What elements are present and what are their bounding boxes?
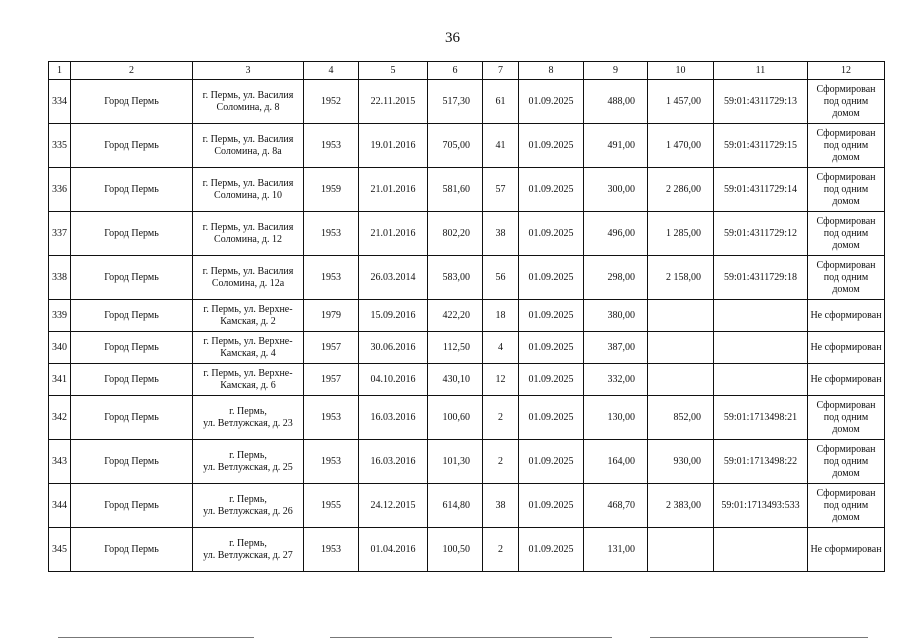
area-cell: 581,60 bbox=[428, 168, 483, 212]
deadline-cell: 01.09.2025 bbox=[519, 300, 584, 332]
deadline-cell: 01.09.2025 bbox=[519, 80, 584, 124]
residents-cell: 57 bbox=[483, 168, 519, 212]
area2-cell: 300,00 bbox=[584, 168, 648, 212]
column-header: 11 bbox=[714, 62, 808, 80]
cadastral-number-cell: 59:01:4311729:14 bbox=[714, 168, 808, 212]
date-cell: 01.04.2016 bbox=[359, 528, 428, 572]
status-cell: Сформирован под одним домом bbox=[808, 256, 885, 300]
city-cell: Город Пермь bbox=[71, 484, 193, 528]
residents-cell: 41 bbox=[483, 124, 519, 168]
deadline-cell: 01.09.2025 bbox=[519, 484, 584, 528]
address-cell: г. Пермь, ул. Ветлужская, д. 25 bbox=[193, 440, 304, 484]
date-cell: 19.01.2016 bbox=[359, 124, 428, 168]
column-header: 8 bbox=[519, 62, 584, 80]
year-cell: 1957 bbox=[304, 364, 359, 396]
residents-cell: 2 bbox=[483, 528, 519, 572]
bottom-rule bbox=[58, 637, 254, 638]
table-header-row bbox=[49, 62, 885, 80]
status-cell: Сформирован под одним домом bbox=[808, 484, 885, 528]
date-cell: 22.11.2015 bbox=[359, 80, 428, 124]
row-number-cell: 340 bbox=[49, 332, 71, 364]
table-row bbox=[49, 528, 885, 572]
status-cell: Сформирован под одним домом bbox=[808, 168, 885, 212]
land-area-cell bbox=[648, 300, 714, 332]
area-cell: 614,80 bbox=[428, 484, 483, 528]
table-row bbox=[49, 168, 885, 212]
column-header: 7 bbox=[483, 62, 519, 80]
row-number-cell: 335 bbox=[49, 124, 71, 168]
row-number-cell: 343 bbox=[49, 440, 71, 484]
date-cell: 15.09.2016 bbox=[359, 300, 428, 332]
column-header: 1 bbox=[49, 62, 71, 80]
area-cell: 583,00 bbox=[428, 256, 483, 300]
city-cell: Город Пермь bbox=[71, 168, 193, 212]
deadline-cell: 01.09.2025 bbox=[519, 168, 584, 212]
year-cell: 1955 bbox=[304, 484, 359, 528]
area-cell: 430,10 bbox=[428, 364, 483, 396]
area2-cell: 468,70 bbox=[584, 484, 648, 528]
address-cell: г. Пермь, ул. Ветлужская, д. 23 bbox=[193, 396, 304, 440]
city-cell: Город Пермь bbox=[71, 124, 193, 168]
year-cell: 1953 bbox=[304, 212, 359, 256]
column-header: 3 bbox=[193, 62, 304, 80]
land-area-cell: 930,00 bbox=[648, 440, 714, 484]
address-cell: г. Пермь, ул. Василия Соломина, д. 12 bbox=[193, 212, 304, 256]
residents-cell: 2 bbox=[483, 396, 519, 440]
deadline-cell: 01.09.2025 bbox=[519, 212, 584, 256]
deadline-cell: 01.09.2025 bbox=[519, 528, 584, 572]
address-cell: г. Пермь, ул. Верхне- Камская, д. 6 bbox=[193, 364, 304, 396]
deadline-cell: 01.09.2025 bbox=[519, 332, 584, 364]
year-cell: 1953 bbox=[304, 396, 359, 440]
residents-cell: 61 bbox=[483, 80, 519, 124]
city-cell: Город Пермь bbox=[71, 212, 193, 256]
table-row bbox=[49, 396, 885, 440]
table-row bbox=[49, 80, 885, 124]
deadline-cell: 01.09.2025 bbox=[519, 440, 584, 484]
date-cell: 30.06.2016 bbox=[359, 332, 428, 364]
area2-cell: 496,00 bbox=[584, 212, 648, 256]
land-area-cell: 1 470,00 bbox=[648, 124, 714, 168]
row-number-cell: 337 bbox=[49, 212, 71, 256]
row-number-cell: 341 bbox=[49, 364, 71, 396]
column-header: 6 bbox=[428, 62, 483, 80]
cadastral-number-cell bbox=[714, 300, 808, 332]
cadastral-number-cell: 59:01:4311729:15 bbox=[714, 124, 808, 168]
status-cell: Не сформирован bbox=[808, 528, 885, 572]
table-row bbox=[49, 484, 885, 528]
table-row bbox=[49, 212, 885, 256]
housing-table bbox=[48, 61, 885, 572]
status-cell: Сформирован под одним домом bbox=[808, 80, 885, 124]
table-row bbox=[49, 364, 885, 396]
residents-cell: 38 bbox=[483, 484, 519, 528]
address-cell: г. Пермь, ул. Василия Соломина, д. 8 bbox=[193, 80, 304, 124]
area2-cell: 131,00 bbox=[584, 528, 648, 572]
table-row bbox=[49, 332, 885, 364]
page-number: 36 bbox=[445, 30, 460, 46]
table-body bbox=[49, 80, 885, 572]
year-cell: 1953 bbox=[304, 256, 359, 300]
area2-cell: 332,00 bbox=[584, 364, 648, 396]
table-row bbox=[49, 124, 885, 168]
residents-cell: 38 bbox=[483, 212, 519, 256]
date-cell: 21.01.2016 bbox=[359, 168, 428, 212]
table-row bbox=[49, 256, 885, 300]
year-cell: 1953 bbox=[304, 124, 359, 168]
area2-cell: 164,00 bbox=[584, 440, 648, 484]
year-cell: 1957 bbox=[304, 332, 359, 364]
address-cell: г. Пермь, ул. Василия Соломина, д. 12а bbox=[193, 256, 304, 300]
column-header: 10 bbox=[648, 62, 714, 80]
column-header: 12 bbox=[808, 62, 885, 80]
area-cell: 802,20 bbox=[428, 212, 483, 256]
year-cell: 1979 bbox=[304, 300, 359, 332]
column-header: 2 bbox=[71, 62, 193, 80]
cadastral-number-cell bbox=[714, 528, 808, 572]
column-header: 4 bbox=[304, 62, 359, 80]
area-cell: 112,50 bbox=[428, 332, 483, 364]
year-cell: 1953 bbox=[304, 440, 359, 484]
row-number-cell: 342 bbox=[49, 396, 71, 440]
year-cell: 1959 bbox=[304, 168, 359, 212]
area2-cell: 130,00 bbox=[584, 396, 648, 440]
area-cell: 705,00 bbox=[428, 124, 483, 168]
status-cell: Не сформирован bbox=[808, 300, 885, 332]
land-area-cell bbox=[648, 332, 714, 364]
city-cell: Город Пермь bbox=[71, 332, 193, 364]
date-cell: 16.03.2016 bbox=[359, 440, 428, 484]
status-cell: Сформирован под одним домом bbox=[808, 124, 885, 168]
address-cell: г. Пермь, ул. Верхне- Камская, д. 2 bbox=[193, 300, 304, 332]
city-cell: Город Пермь bbox=[71, 80, 193, 124]
cadastral-number-cell: 59:01:1713498:21 bbox=[714, 396, 808, 440]
land-area-cell: 1 285,00 bbox=[648, 212, 714, 256]
address-cell: г. Пермь, ул. Ветлужская, д. 26 bbox=[193, 484, 304, 528]
cadastral-number-cell: 59:01:4311729:18 bbox=[714, 256, 808, 300]
area-cell: 422,20 bbox=[428, 300, 483, 332]
date-cell: 21.01.2016 bbox=[359, 212, 428, 256]
address-cell: г. Пермь, ул. Верхне- Камская, д. 4 bbox=[193, 332, 304, 364]
area2-cell: 298,00 bbox=[584, 256, 648, 300]
cadastral-number-cell: 59:01:1713493:533 bbox=[714, 484, 808, 528]
residents-cell: 18 bbox=[483, 300, 519, 332]
year-cell: 1952 bbox=[304, 80, 359, 124]
bottom-rule bbox=[330, 637, 612, 638]
deadline-cell: 01.09.2025 bbox=[519, 396, 584, 440]
table-row bbox=[49, 440, 885, 484]
column-header: 9 bbox=[584, 62, 648, 80]
date-cell: 04.10.2016 bbox=[359, 364, 428, 396]
deadline-cell: 01.09.2025 bbox=[519, 124, 584, 168]
area-cell: 100,60 bbox=[428, 396, 483, 440]
row-number-cell: 339 bbox=[49, 300, 71, 332]
area-cell: 101,30 bbox=[428, 440, 483, 484]
land-area-cell: 2 383,00 bbox=[648, 484, 714, 528]
land-area-cell: 852,00 bbox=[648, 396, 714, 440]
land-area-cell bbox=[648, 364, 714, 396]
address-cell: г. Пермь, ул. Василия Соломина, д. 8а bbox=[193, 124, 304, 168]
address-cell: г. Пермь, ул. Василия Соломина, д. 10 bbox=[193, 168, 304, 212]
status-cell: Сформирован под одним домом bbox=[808, 396, 885, 440]
column-header: 5 bbox=[359, 62, 428, 80]
residents-cell: 4 bbox=[483, 332, 519, 364]
land-area-cell: 2 158,00 bbox=[648, 256, 714, 300]
year-cell: 1953 bbox=[304, 528, 359, 572]
date-cell: 26.03.2014 bbox=[359, 256, 428, 300]
residents-cell: 12 bbox=[483, 364, 519, 396]
cadastral-number-cell: 59:01:1713498:22 bbox=[714, 440, 808, 484]
row-number-cell: 345 bbox=[49, 528, 71, 572]
table-row bbox=[49, 300, 885, 332]
city-cell: Город Пермь bbox=[71, 396, 193, 440]
status-cell: Не сформирован bbox=[808, 364, 885, 396]
city-cell: Город Пермь bbox=[71, 256, 193, 300]
row-number-cell: 344 bbox=[49, 484, 71, 528]
land-area-cell: 1 457,00 bbox=[648, 80, 714, 124]
city-cell: Город Пермь bbox=[71, 364, 193, 396]
deadline-cell: 01.09.2025 bbox=[519, 364, 584, 396]
date-cell: 24.12.2015 bbox=[359, 484, 428, 528]
city-cell: Город Пермь bbox=[71, 300, 193, 332]
row-number-cell: 338 bbox=[49, 256, 71, 300]
address-cell: г. Пермь, ул. Ветлужская, д. 27 bbox=[193, 528, 304, 572]
date-cell: 16.03.2016 bbox=[359, 396, 428, 440]
city-cell: Город Пермь bbox=[71, 440, 193, 484]
status-cell: Не сформирован bbox=[808, 332, 885, 364]
land-area-cell bbox=[648, 528, 714, 572]
area-cell: 517,30 bbox=[428, 80, 483, 124]
area2-cell: 380,00 bbox=[584, 300, 648, 332]
area2-cell: 491,00 bbox=[584, 124, 648, 168]
status-cell: Сформирован под одним домом bbox=[808, 440, 885, 484]
deadline-cell: 01.09.2025 bbox=[519, 256, 584, 300]
residents-cell: 2 bbox=[483, 440, 519, 484]
status-cell: Сформирован под одним домом bbox=[808, 212, 885, 256]
area2-cell: 488,00 bbox=[584, 80, 648, 124]
residents-cell: 56 bbox=[483, 256, 519, 300]
cadastral-number-cell: 59:01:4311729:12 bbox=[714, 212, 808, 256]
city-cell: Город Пермь bbox=[71, 528, 193, 572]
cadastral-number-cell bbox=[714, 364, 808, 396]
cadastral-number-cell bbox=[714, 332, 808, 364]
cadastral-number-cell: 59:01:4311729:13 bbox=[714, 80, 808, 124]
area2-cell: 387,00 bbox=[584, 332, 648, 364]
bottom-rule bbox=[650, 637, 868, 638]
row-number-cell: 336 bbox=[49, 168, 71, 212]
area-cell: 100,50 bbox=[428, 528, 483, 572]
land-area-cell: 2 286,00 bbox=[648, 168, 714, 212]
row-number-cell: 334 bbox=[49, 80, 71, 124]
